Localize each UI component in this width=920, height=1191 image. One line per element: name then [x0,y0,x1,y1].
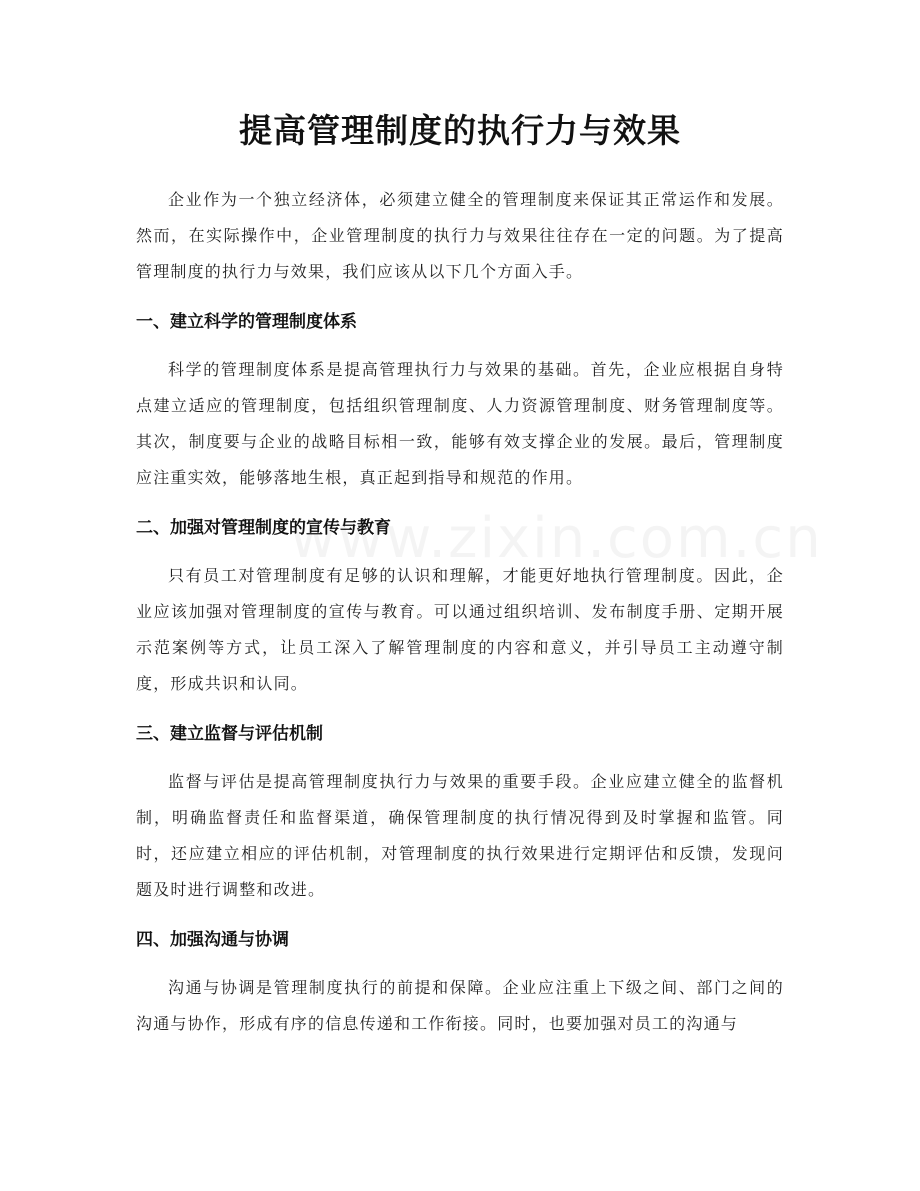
section-paragraph-3: 监督与评估是提高管理制度执行力与效果的重要手段。企业应建立健全的监督机制，明确监督责任和监督渠道，确保管理制度的执行情况得到及时掌握和监管。同时，还应建立相应的评估机制，对管理制度的执行效果进行定期评估和反馈，发现问题及时进行调整和改进。 [136,772,784,899]
section-heading-3: 三、建立监督与评估机制 [136,724,323,744]
section-paragraph-4: 沟通与协调是管理制度执行的前提和保障。企业应注重上下级之间、部门之间的沟通与协作，形成有序的信息传递和工作衔接。同时，也要加强对员工的沟通与 [136,978,784,1033]
document-body [136,182,784,1042]
section-paragraph-2: 只有员工对管理制度有足够的认识和理解，才能更好地执行管理制度。因此，企业应该加强对管理制度的宣传与教育。可以通过组织培训、发布制度手册、定期开展示范案例等方式，让员工深入了解管理制度的内容和意义，并引导员工主动遵守制度，形成共识和认同。 [136,566,784,693]
section-heading-2: 二、加强对管理制度的宣传与教育 [136,518,391,538]
section-heading-4: 四、加强沟通与协调 [136,930,289,950]
intro-paragraph: 企业作为一个独立经济体，必须建立健全的管理制度来保证其正常运作和发展。然而，在实际操作中，企业管理制度的执行力与效果往往存在一定的问题。为了提高管理制度的执行力与效果，我们应该从以下几个方面入手。 [136,190,784,281]
section-heading-1: 一、建立科学的管理制度体系 [136,312,357,332]
watermark-text [290,506,630,571]
section-paragraph-1: 科学的管理制度体系是提高管理执行力与效果的基础。首先，企业应根据自身特点建立适应的管理制度，包括组织管理制度、人力资源管理制度、财务管理制度等。其次，制度要与企业的战略目标相一致，能够有效支撑企业的发展。最后，管理制度应注重实效，能够落地生根，真正起到指导和规范的作用。 [136,360,784,487]
document-title: 提高管理制度的执行力与效果 [239,111,681,150]
